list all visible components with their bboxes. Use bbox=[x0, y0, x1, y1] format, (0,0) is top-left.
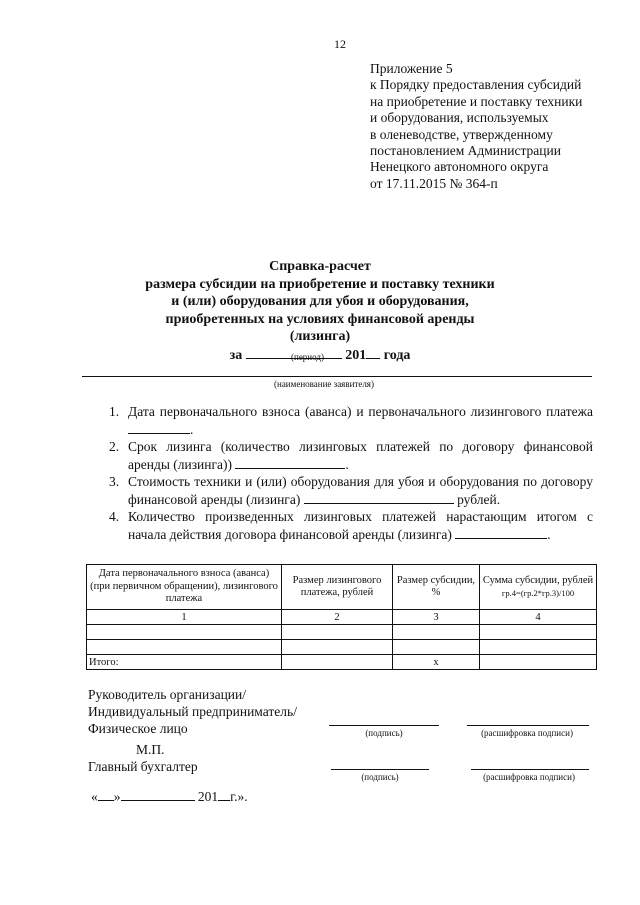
header-cell: Размер лизингового платежа, рублей bbox=[282, 565, 393, 610]
year-prefix: 201 bbox=[197, 789, 219, 804]
total-mark: x bbox=[393, 655, 480, 670]
date-close-quote: » bbox=[113, 789, 121, 804]
signatory-line: Физическое лицо bbox=[88, 721, 188, 736]
column-number: 1 bbox=[87, 610, 282, 625]
appendix-line: от 17.11.2015 № 364-п bbox=[370, 175, 498, 191]
appendix-line: к Порядку предоставления субсидий bbox=[370, 77, 582, 93]
appendix-line: Приложение 5 bbox=[370, 61, 453, 76]
list-item bbox=[109, 439, 593, 473]
total-row bbox=[87, 655, 597, 670]
applicant-field[interactable] bbox=[82, 376, 592, 377]
table-cell[interactable] bbox=[480, 625, 597, 640]
list-item bbox=[109, 404, 593, 438]
item-number: 3. bbox=[109, 474, 120, 489]
header-cell: Дата первоначального взноса (аванса) (при первичном обращении), лизингового платежа bbox=[87, 565, 282, 610]
appendix-line: в оленеводстве, утвержденному bbox=[370, 126, 553, 142]
year-suffix: года bbox=[383, 347, 411, 363]
total-label: Итого: bbox=[87, 655, 282, 670]
signatory-line: Индивидуальный предприниматель/ bbox=[88, 704, 297, 719]
column-number-row bbox=[87, 610, 597, 625]
title-line: приобретенных на условиях финансовой аренды bbox=[165, 311, 475, 327]
item-number: 4. bbox=[109, 509, 120, 524]
signature-caption: (подпись) bbox=[365, 728, 403, 738]
head-signature-field[interactable] bbox=[329, 725, 439, 726]
applicant-caption: (наименование заявителя) bbox=[274, 379, 374, 389]
header-cell-text: Сумма субсидии, рублей bbox=[482, 574, 594, 586]
item-end: . bbox=[190, 421, 194, 437]
column-number: 3 bbox=[393, 610, 480, 625]
day-field[interactable] bbox=[98, 788, 114, 801]
table-cell[interactable] bbox=[282, 655, 393, 670]
item-number: 1. bbox=[109, 404, 120, 419]
signatory-line: Руководитель организации/ bbox=[88, 687, 247, 702]
item-text: Стоимость техники и (или) оборудования для убоя и оборудования по договору финансовой аренды (лизинга) bbox=[128, 474, 593, 507]
table-header-row bbox=[87, 565, 597, 610]
table-row bbox=[87, 640, 597, 655]
head-decoding-field[interactable] bbox=[467, 725, 589, 726]
item-end: рублей. bbox=[457, 491, 501, 507]
stamp-label: М.П. bbox=[136, 742, 165, 757]
head-signature-label bbox=[88, 686, 297, 737]
appendix-line: постановлением Администрации bbox=[370, 143, 561, 159]
column-number: 2 bbox=[282, 610, 393, 625]
month-field[interactable] bbox=[121, 788, 195, 801]
item-field[interactable] bbox=[455, 526, 547, 539]
title-line: размера субсидии на приобретение и поставку техники bbox=[145, 276, 495, 292]
accountant-signature-field[interactable] bbox=[331, 769, 429, 770]
item-field[interactable] bbox=[235, 456, 345, 469]
header-formula: гр.4=(гр.2*гр.3)/100 bbox=[501, 588, 575, 598]
table-cell[interactable] bbox=[393, 640, 480, 655]
period-caption: (период) bbox=[291, 352, 324, 362]
decoding-caption: (расшифровка подписи) bbox=[483, 772, 575, 782]
period-prefix: за bbox=[229, 347, 243, 363]
appendix-line: Ненецкого автономного округа bbox=[370, 159, 549, 175]
date-end: г.». bbox=[230, 789, 248, 804]
item-text: Количество произведенных лизинговых платежей нарастающим итогом с начала действия договора финансовой аренды (лизинга) bbox=[128, 509, 593, 542]
page-number: 12 bbox=[334, 37, 346, 51]
item-text: Срок лизинга (количество лизинговых платежей по договору финансовой аренды (лизинга)) bbox=[128, 439, 593, 472]
accountant-label: Главный бухгалтер bbox=[88, 759, 198, 774]
item-field[interactable] bbox=[304, 491, 454, 504]
list-item bbox=[109, 509, 593, 543]
title-line: и (или) оборудования для убоя и оборудования, bbox=[171, 294, 469, 309]
appendix-line: и оборудования, используемых bbox=[370, 110, 549, 126]
table-cell[interactable] bbox=[480, 655, 597, 670]
items-list bbox=[109, 404, 593, 544]
table-cell[interactable] bbox=[480, 640, 597, 655]
item-number: 2. bbox=[109, 439, 120, 454]
table-cell[interactable] bbox=[282, 625, 393, 640]
table-cell[interactable] bbox=[393, 625, 480, 640]
date-row bbox=[91, 788, 248, 805]
year-field[interactable] bbox=[218, 788, 230, 801]
document-title bbox=[100, 258, 540, 364]
table-row bbox=[87, 625, 597, 640]
header-cell: Размер субсидии, % bbox=[393, 565, 480, 610]
decoding-caption: (расшифровка подписи) bbox=[481, 728, 573, 738]
item-text: Дата первоначального взноса (аванса) и первоначального лизингового платежа bbox=[128, 404, 593, 419]
item-field[interactable] bbox=[128, 421, 190, 434]
accountant-decoding-field[interactable] bbox=[471, 769, 589, 770]
table-cell[interactable] bbox=[282, 640, 393, 655]
item-end: . bbox=[345, 456, 349, 472]
title-line: (лизинга) bbox=[289, 329, 351, 344]
year-prefix: 201 bbox=[345, 347, 367, 363]
subsidy-table bbox=[86, 564, 597, 670]
column-number: 4 bbox=[480, 610, 597, 625]
appendix-header bbox=[370, 61, 582, 192]
signature-caption: (подпись) bbox=[361, 772, 399, 782]
date-open-quote: « bbox=[91, 789, 98, 804]
title-line: Справка-расчет bbox=[269, 259, 371, 274]
list-item bbox=[109, 474, 593, 508]
appendix-line: на приобретение и поставку техники bbox=[370, 93, 583, 109]
header-cell bbox=[480, 565, 597, 610]
year-field[interactable] bbox=[366, 346, 380, 359]
table-cell[interactable] bbox=[87, 640, 282, 655]
item-end: . bbox=[547, 526, 551, 542]
table-cell[interactable] bbox=[87, 625, 282, 640]
